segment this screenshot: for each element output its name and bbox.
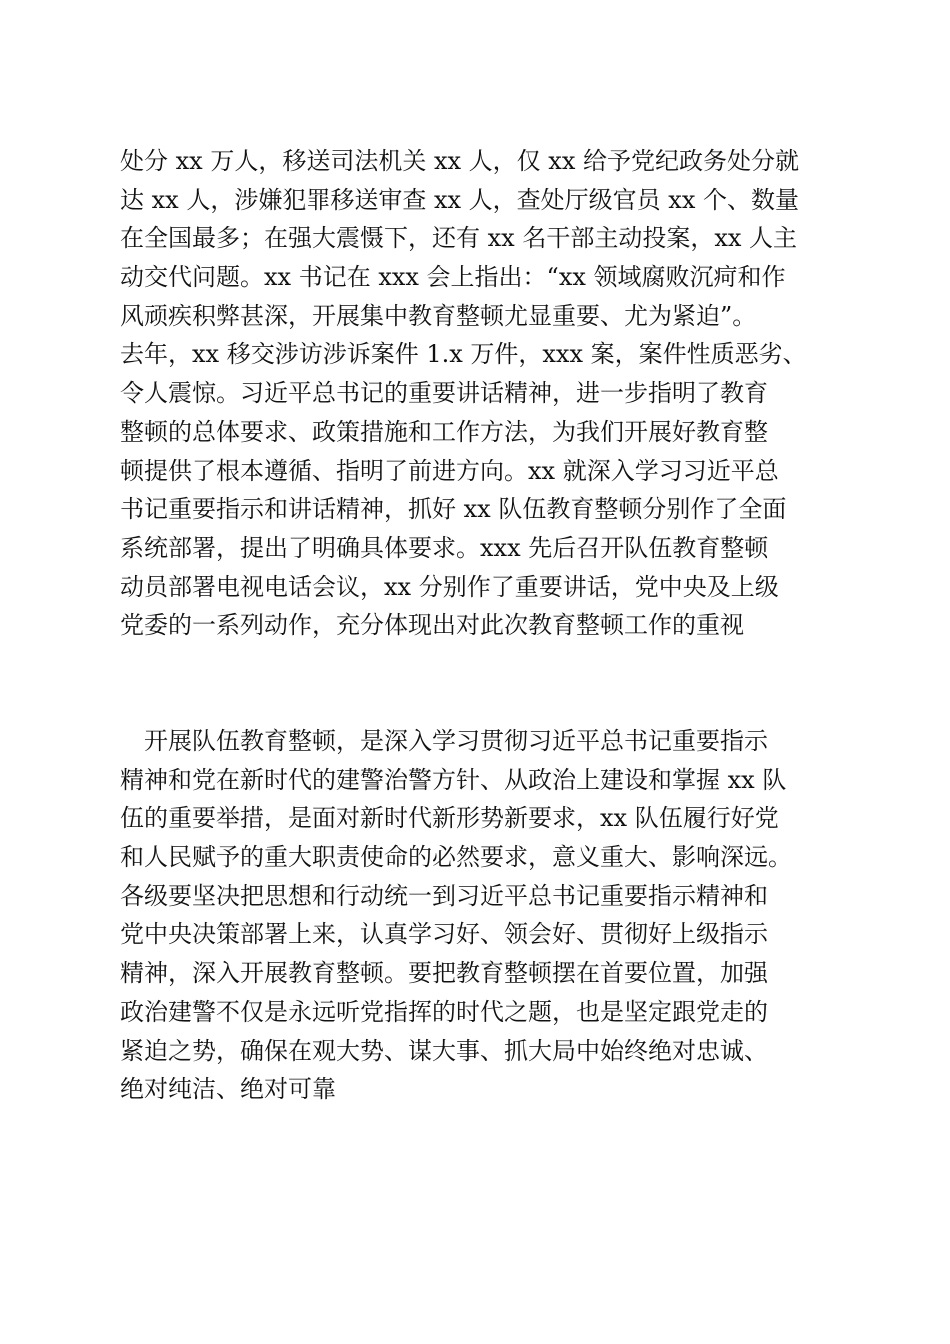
text-line: 和人民赋予的重大职责使命的必然要求，意义重大、影响深远。	[120, 843, 792, 872]
text-line: 达 xx 人，涉嫌犯罪移送审查 xx 人，查处厅级官员 xx 个、数量	[120, 185, 799, 214]
text-line: 在全国最多；在强大震慑下，还有 xx 名干部主动投案，xx 人主	[120, 224, 798, 253]
text-line: 令人震惊。习近平总书记的重要讲话精神，进一步指明了教育	[120, 379, 768, 408]
text-line: 书记重要指示和讲话精神，抓好 xx 队伍教育整顿分别作了全面	[120, 495, 787, 524]
text-line: 伍的重要举措，是面对新时代新形势新要求，xx 队伍履行好党	[120, 804, 779, 833]
text-line: 紧迫之势，确保在观大势、谋大事、抓大局中始终绝对忠诚、	[120, 1036, 768, 1065]
text-line: 处分 xx 万人，移送司法机关 xx 人，仅 xx 给予党纪政务处分就	[120, 147, 799, 175]
paragraph-2	[120, 722, 850, 1109]
text-line: 绝对纯洁、绝对可靠	[120, 1075, 336, 1104]
text-line: 各级要坚决把思想和行动统一到习近平总书记重要指示精神和	[120, 881, 768, 910]
text-line: 精神和党在新时代的建警治警方针、从政治上建设和掌握 xx 队	[120, 765, 787, 794]
text-line: 精神，深入开展教育整顿。要把教育整顿摆在首要位置，加强	[120, 959, 768, 988]
text-line: 整顿的总体要求、政策措施和工作方法，为我们开展好教育整	[120, 417, 768, 446]
text-line: 动员部署电视电话会议，xx 分别作了重要讲话，党中央及上级	[120, 572, 779, 601]
text-line: 系统部署，提出了明确具体要求。xxx 先后召开队伍教育整顿	[120, 533, 769, 562]
text-line: 顿提供了根本遵循、指明了前进方向。xx 就深入学习习近平总	[120, 456, 779, 485]
paragraph-1	[120, 142, 850, 645]
text-line: 开展队伍教育整顿，是深入学习贯彻习近平总书记重要指示	[120, 727, 768, 755]
text-line: 政治建警不仅是永远听党指挥的时代之题，也是坚定跟党走的	[120, 997, 768, 1026]
text-line: 党中央决策部署上来，认真学习好、领会好、贯彻好上级指示	[120, 920, 768, 949]
text-line: 风顽疾积弊甚深，开展集中教育整顿尤显重要、尤为紧迫”。	[120, 301, 757, 330]
text-line: 党委的一系列动作，充分体现出对此次教育整顿工作的重视	[120, 611, 744, 640]
text-line: 去年，xx 移交涉访涉诉案件 1.x 万件，xxx 案，案件性质恶劣、	[120, 340, 807, 369]
text-line: 动交代问题。xx 书记在 xxx 会上指出：“xx 领域腐败沉疴和作	[120, 263, 786, 292]
